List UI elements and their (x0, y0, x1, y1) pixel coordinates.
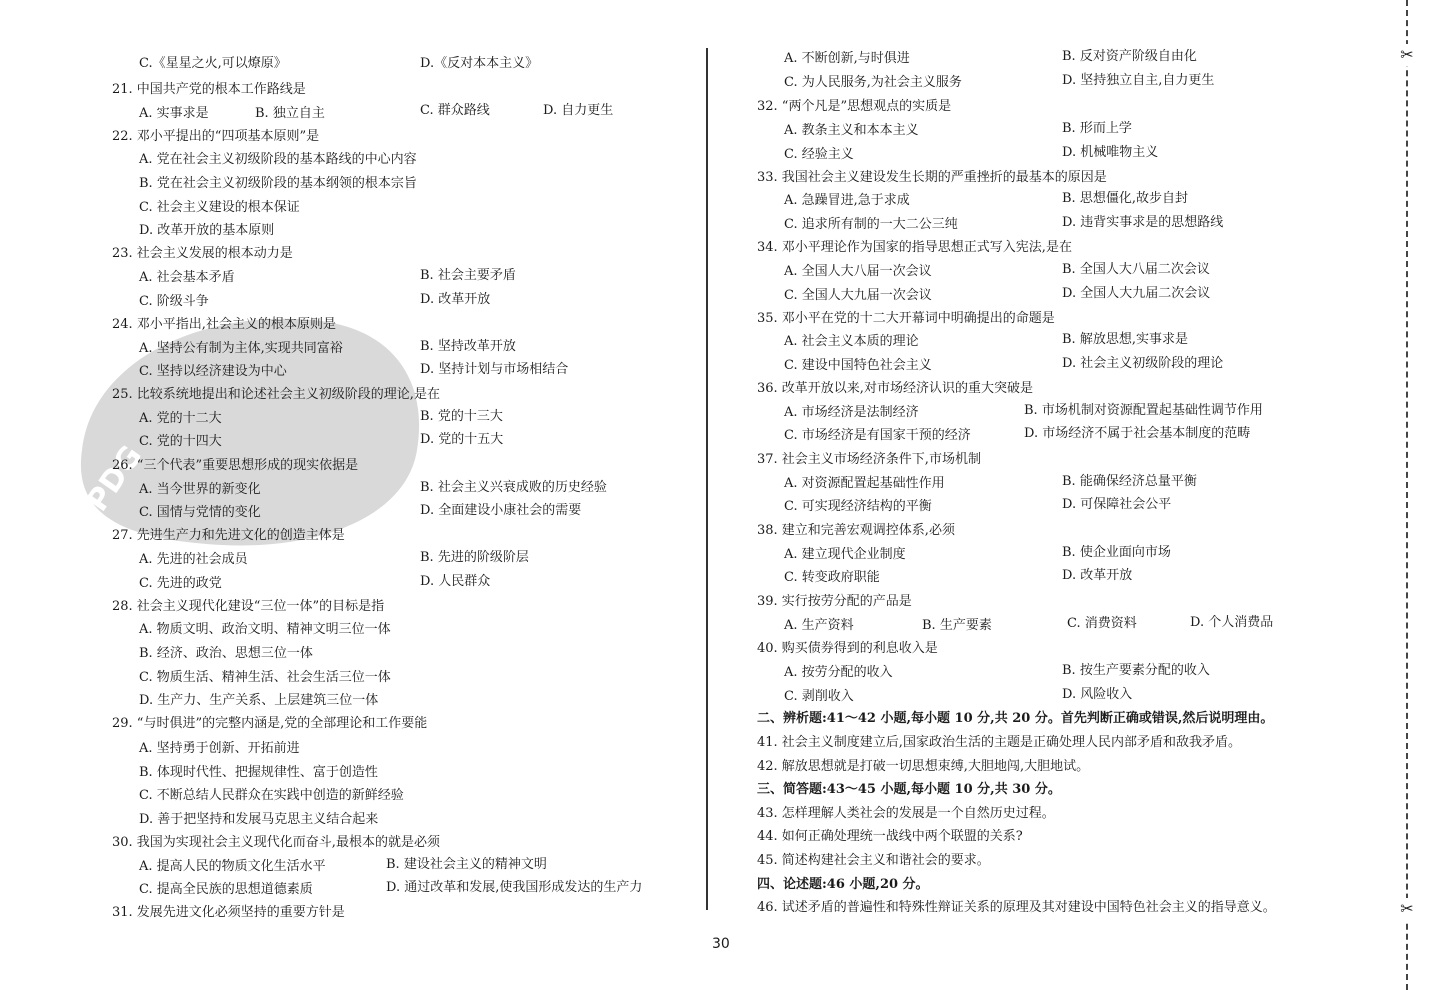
option: A. 全国人大八届一次会议 (784, 264, 932, 279)
option: B. 思想僵化,故步自封 (1062, 191, 1188, 206)
option: C. 追求所有制的一大二公三纯 (784, 217, 958, 232)
option: C. 坚持以经济建设为中心 (139, 364, 287, 379)
question: 33. 我国社会主义建设发生长期的严重挫折的最基本的原因是 (757, 170, 1107, 185)
question: 37. 社会主义市场经济条件下,市场机制 (757, 452, 981, 467)
option: D. 坚持计划与市场相结合 (420, 362, 569, 377)
question: 29. “与时俱进”的完整内涵是,党的全部理论和工作要能 (112, 716, 428, 731)
option: B. 生产要素 (922, 618, 992, 633)
question: 28. 社会主义现代化建设“三位一体”的目标是指 (112, 599, 385, 614)
option: B. 经济、政治、思想三位一体 (139, 646, 313, 661)
section-heading: 二、辨析题:41～42 小题,每小题 10 分,共 20 分。首先判断正确或错误,然后说明理由。 (757, 711, 1274, 726)
option: A. 党在社会主义初级阶段的基本路线的中心内容 (139, 152, 417, 167)
option: A. 物质文明、政治文明、精神文明三位一体 (139, 622, 391, 637)
option: B. 社会主要矛盾 (420, 268, 516, 283)
option: C. 物质生活、精神生活、社会生活三位一体 (139, 670, 391, 685)
option: A. 建立现代企业制度 (784, 547, 906, 562)
option: A. 坚持公有制为主体,实现共同富裕 (139, 341, 343, 356)
option: B. 建设社会主义的精神文明 (386, 857, 547, 872)
option: C. 为人民服务,为社会主义服务 (784, 75, 962, 90)
option: D. 人民群众 (420, 574, 491, 589)
option: D. 可保障社会公平 (1062, 497, 1172, 512)
option: B. 党在社会主义初级阶段的基本纲领的根本宗旨 (139, 176, 417, 191)
option: A. 提高人民的物质文化生活水平 (139, 859, 326, 874)
question: 42. 解放思想就是打破一切思想束缚,大胆地闯,大胆地试。 (757, 759, 1090, 774)
option: B. 使企业面向市场 (1062, 545, 1171, 560)
option: D. 市场经济不属于社会基本制度的范畴 (1024, 426, 1251, 441)
option: B. 反对资产阶级自由化 (1062, 49, 1197, 64)
option: C.《星星之火,可以燎原》 (139, 56, 287, 71)
question: 24. 邓小平指出,社会主义的根本原则是 (112, 317, 336, 332)
option: A. 教条主义和本本主义 (784, 123, 919, 138)
watermark-text: PDG (79, 439, 150, 518)
option: A. 社会基本矛盾 (139, 270, 235, 285)
option: D. 自力更生 (543, 103, 614, 118)
question: 38. 建立和完善宏观调控体系,必须 (757, 523, 955, 538)
option: B. 解放思想,实事求是 (1062, 332, 1188, 347)
option: A. 急躁冒进,急于求成 (784, 193, 910, 208)
option: C. 转变政府职能 (784, 570, 880, 585)
option: B. 能确保经济总量平衡 (1062, 474, 1197, 489)
option: D.《反对本本主义》 (420, 56, 539, 71)
option: C. 全国人大九届一次会议 (784, 288, 932, 303)
option: D. 违背实事求是的思想路线 (1062, 215, 1224, 230)
question: 23. 社会主义发展的根本动力是 (112, 246, 293, 261)
option: C. 先进的政党 (139, 576, 222, 591)
option: D. 善于把坚持和发展马克思主义结合起来 (139, 812, 379, 827)
option: D. 风险收入 (1062, 687, 1133, 702)
option: B. 独立自主 (255, 106, 325, 121)
option: D. 全国人大九届二次会议 (1062, 286, 1211, 301)
question: 22. 邓小平提出的“四项基本原则”是 (112, 129, 320, 144)
option: D. 生产力、生产关系、上层建筑三位一体 (139, 693, 379, 708)
option: B. 形而上学 (1062, 121, 1132, 136)
option: A. 当今世界的新变化 (139, 482, 261, 497)
option: D. 社会主义初级阶段的理论 (1062, 356, 1224, 371)
option: B. 社会主义兴衰成败的历史经验 (420, 480, 607, 495)
scissors-icon: ✂ (1398, 44, 1416, 66)
option: D. 全面建设小康社会的需要 (420, 503, 582, 518)
option: A. 对资源配置起基础性作用 (784, 476, 945, 491)
option: B. 先进的阶级阶层 (420, 550, 529, 565)
cut-line (1406, 0, 1408, 990)
section-heading: 四、论述题:46 小题,20 分。 (757, 877, 929, 892)
question: 41. 社会主义制度建立后,国家政治生活的主题是正确处理人民内部矛盾和敌我矛盾。 (757, 735, 1241, 750)
option: B. 体现时代性、把握规律性、富于创造性 (139, 765, 378, 780)
option: C. 建设中国特色社会主义 (784, 358, 932, 373)
question: 39. 实行按劳分配的产品是 (757, 594, 912, 609)
option: B. 坚持改革开放 (420, 339, 516, 354)
option: C. 阶级斗争 (139, 294, 209, 309)
option: A. 先进的社会成员 (139, 552, 248, 567)
question: 45. 简述构建社会主义和谐社会的要求。 (757, 853, 990, 868)
question: 44. 如何正确处理统一战线中两个联盟的关系? (757, 829, 1023, 844)
option: A. 实事求是 (139, 106, 209, 121)
question: 36. 改革开放以来,对市场经济认识的重大突破是 (757, 381, 1033, 396)
question: 25. 比较系统地提出和论述社会主义初级阶段的理论,是在 (112, 387, 440, 402)
option: A. 不断创新,与时俱进 (784, 51, 910, 66)
scissors-icon: ✂ (1398, 898, 1416, 920)
option: C. 消费资料 (1067, 616, 1137, 631)
question: 26. “三个代表”重要思想形成的现实依据是 (112, 458, 359, 473)
option: C. 不断总结人民群众在实践中创造的新鲜经验 (139, 788, 404, 803)
question: 31. 发展先进文化必须坚持的重要方针是 (112, 905, 345, 920)
option: A. 社会主义本质的理论 (784, 334, 919, 349)
page-number: 30 (712, 936, 730, 952)
option: A. 生产资料 (784, 618, 854, 633)
option: C. 提高全民族的思想道德素质 (139, 882, 313, 897)
question: 21. 中国共产党的根本工作路线是 (112, 82, 306, 97)
option: A. 市场经济是法制经济 (784, 405, 919, 420)
option: B. 按生产要素分配的收入 (1062, 663, 1210, 678)
question: 34. 邓小平理论作为国家的指导思想正式写入宪法,是在 (757, 240, 1072, 255)
option: D. 改革开放 (1062, 568, 1133, 583)
option: D. 机械唯物主义 (1062, 145, 1159, 160)
option: C. 可实现经济结构的平衡 (784, 499, 932, 514)
option: A. 党的十二大 (139, 411, 222, 426)
question: 30. 我国为实现社会主义现代化而奋斗,最根本的就是必须 (112, 835, 440, 850)
option: C. 国情与党情的变化 (139, 505, 261, 520)
option: D. 党的十五大 (420, 432, 504, 447)
option: A. 按劳分配的收入 (784, 665, 893, 680)
option: B. 全国人大八届二次会议 (1062, 262, 1210, 277)
option: D. 通过改革和发展,使我国形成发达的生产力 (386, 880, 643, 895)
section-heading: 三、简答题:43～45 小题,每小题 10 分,共 30 分。 (757, 782, 1061, 797)
option: C. 党的十四大 (139, 434, 222, 449)
option: C. 市场经济是有国家干预的经济 (784, 428, 971, 443)
option: C. 经验主义 (784, 147, 854, 162)
question: 46. 试述矛盾的普遍性和特殊性辩证关系的原理及其对建设中国特色社会主义的指导意义。 (757, 900, 1276, 915)
option: D. 个人消费品 (1190, 615, 1274, 630)
question: 40. 购买债券得到的利息收入是 (757, 641, 938, 656)
question: 35. 邓小平在党的十二大开幕词中明确提出的命题是 (757, 311, 1055, 326)
question: 27. 先进生产力和先进文化的创造主体是 (112, 528, 345, 543)
option: B. 党的十三大 (420, 409, 503, 424)
option: D. 改革开放 (420, 292, 491, 307)
option: C. 社会主义建设的根本保证 (139, 200, 300, 215)
option: D. 坚持独立自主,自力更生 (1062, 73, 1215, 88)
question: 43. 怎样理解人类社会的发展是一个自然历史过程。 (757, 806, 1055, 821)
option: C. 群众路线 (420, 103, 490, 118)
option: C. 剥削收入 (784, 689, 854, 704)
option: A. 坚持勇于创新、开拓前进 (139, 741, 300, 756)
question: 32. “两个凡是”思想观点的实质是 (757, 99, 952, 114)
option: D. 改革开放的基本原则 (139, 223, 275, 238)
column-divider (706, 48, 708, 910)
option: B. 市场机制对资源配置起基础性调节作用 (1024, 403, 1263, 418)
